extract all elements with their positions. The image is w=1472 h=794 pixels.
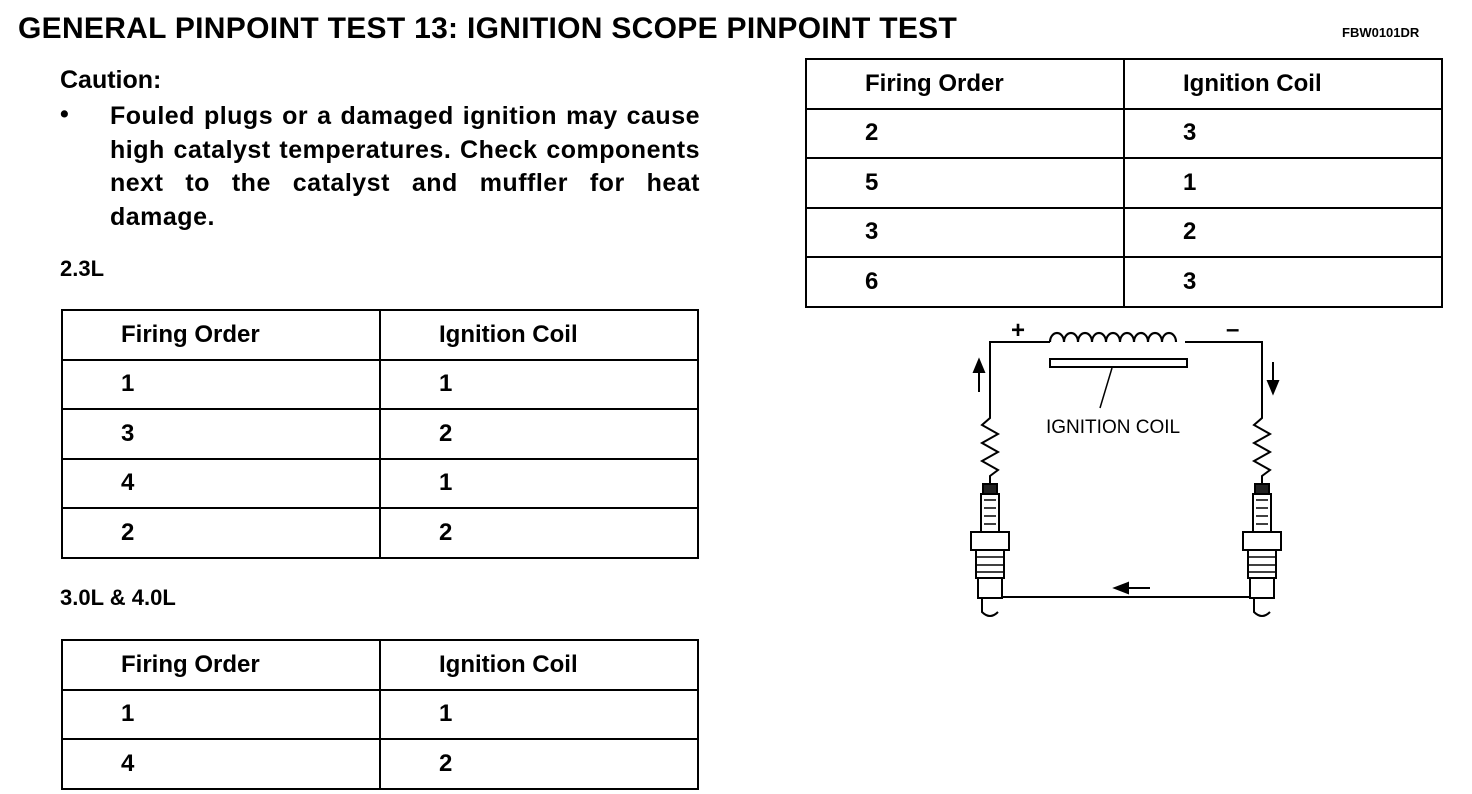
caution-text: Fouled plugs or a damaged ignition may cause high catalyst temperatures. Check components next to the catalyst and muffler for heat damage.	[110, 102, 700, 231]
firing-order-cell: 1	[62, 690, 380, 740]
down-arrow-head	[1268, 381, 1278, 393]
firing-order-cell: 4	[62, 739, 380, 789]
firing-order-cell: 2	[806, 109, 1124, 159]
table-row	[62, 409, 698, 459]
top-wire-left	[990, 342, 1050, 410]
table-row	[806, 208, 1442, 258]
ignition-coil-winding	[1050, 333, 1176, 342]
firing-order-table-2-3l	[61, 309, 699, 559]
ignition-coil-cell: 2	[380, 739, 698, 789]
table-row	[62, 739, 698, 789]
firing-order-cell: 3	[62, 409, 380, 459]
ignition-coil-core	[1050, 359, 1187, 367]
caution-heading: Caution:	[60, 66, 162, 94]
ignition-coil-cell: 1	[1124, 158, 1442, 208]
table-row	[806, 257, 1442, 307]
plus-sign: +	[1011, 317, 1026, 344]
engine-3-0l-4-0l-label: 3.0L & 4.0L	[60, 585, 176, 610]
ignition-circuit-diagram	[940, 315, 1300, 635]
column-header-firing-order: Firing Order	[62, 310, 380, 360]
ignition-coil-cell: 1	[380, 690, 698, 740]
figure-code: FBW0101DR	[1342, 25, 1420, 40]
page-title: GENERAL PINPOINT TEST 13: IGNITION SCOPE PINPOINT TEST	[18, 12, 958, 45]
ignition-coil-cell: 1	[380, 459, 698, 509]
ignition-coil-cell: 3	[1124, 257, 1442, 307]
engine-2-3l-label: 2.3L	[60, 256, 105, 281]
firing-order-table-3-0l-4-0l-continued	[805, 58, 1443, 308]
ignition-coil-cell: 2	[380, 409, 698, 459]
table-row	[62, 459, 698, 509]
table-header-row	[62, 640, 698, 690]
table-header-row	[806, 59, 1442, 109]
coil-leader-line	[1100, 368, 1112, 408]
table-row	[62, 360, 698, 410]
up-arrow-head	[974, 360, 984, 372]
firing-order-table-3-0l-4-0l	[61, 639, 699, 790]
table-row	[806, 158, 1442, 208]
caution-bullet: •	[60, 100, 69, 128]
table-row	[62, 690, 698, 740]
minus-sign: –	[1226, 316, 1240, 343]
firing-order-cell: 2	[62, 508, 380, 558]
column-header-firing-order: Firing Order	[62, 640, 380, 690]
left-arrow-head	[1115, 583, 1128, 593]
firing-order-cell: 4	[62, 459, 380, 509]
column-header-ignition-coil: Ignition Coil	[1124, 59, 1442, 109]
firing-order-cell: 1	[62, 360, 380, 410]
table-header-row	[62, 310, 698, 360]
column-header-firing-order: Firing Order	[806, 59, 1124, 109]
table-row	[62, 508, 698, 558]
firing-order-cell: 6	[806, 257, 1124, 307]
ignition-coil-label: IGNITION COIL	[1046, 417, 1181, 438]
ignition-coil-cell: 2	[380, 508, 698, 558]
firing-order-cell: 5	[806, 158, 1124, 208]
ignition-coil-cell: 3	[1124, 109, 1442, 159]
column-header-ignition-coil: Ignition Coil	[380, 310, 698, 360]
resistor-right	[1254, 410, 1270, 484]
top-wire-right	[1185, 342, 1262, 410]
ignition-coil-cell: 2	[1124, 208, 1442, 258]
firing-order-cell: 3	[806, 208, 1124, 258]
ignition-coil-cell: 1	[380, 360, 698, 410]
column-header-ignition-coil: Ignition Coil	[380, 640, 698, 690]
resistor-left	[982, 410, 998, 484]
table-row	[806, 109, 1442, 159]
